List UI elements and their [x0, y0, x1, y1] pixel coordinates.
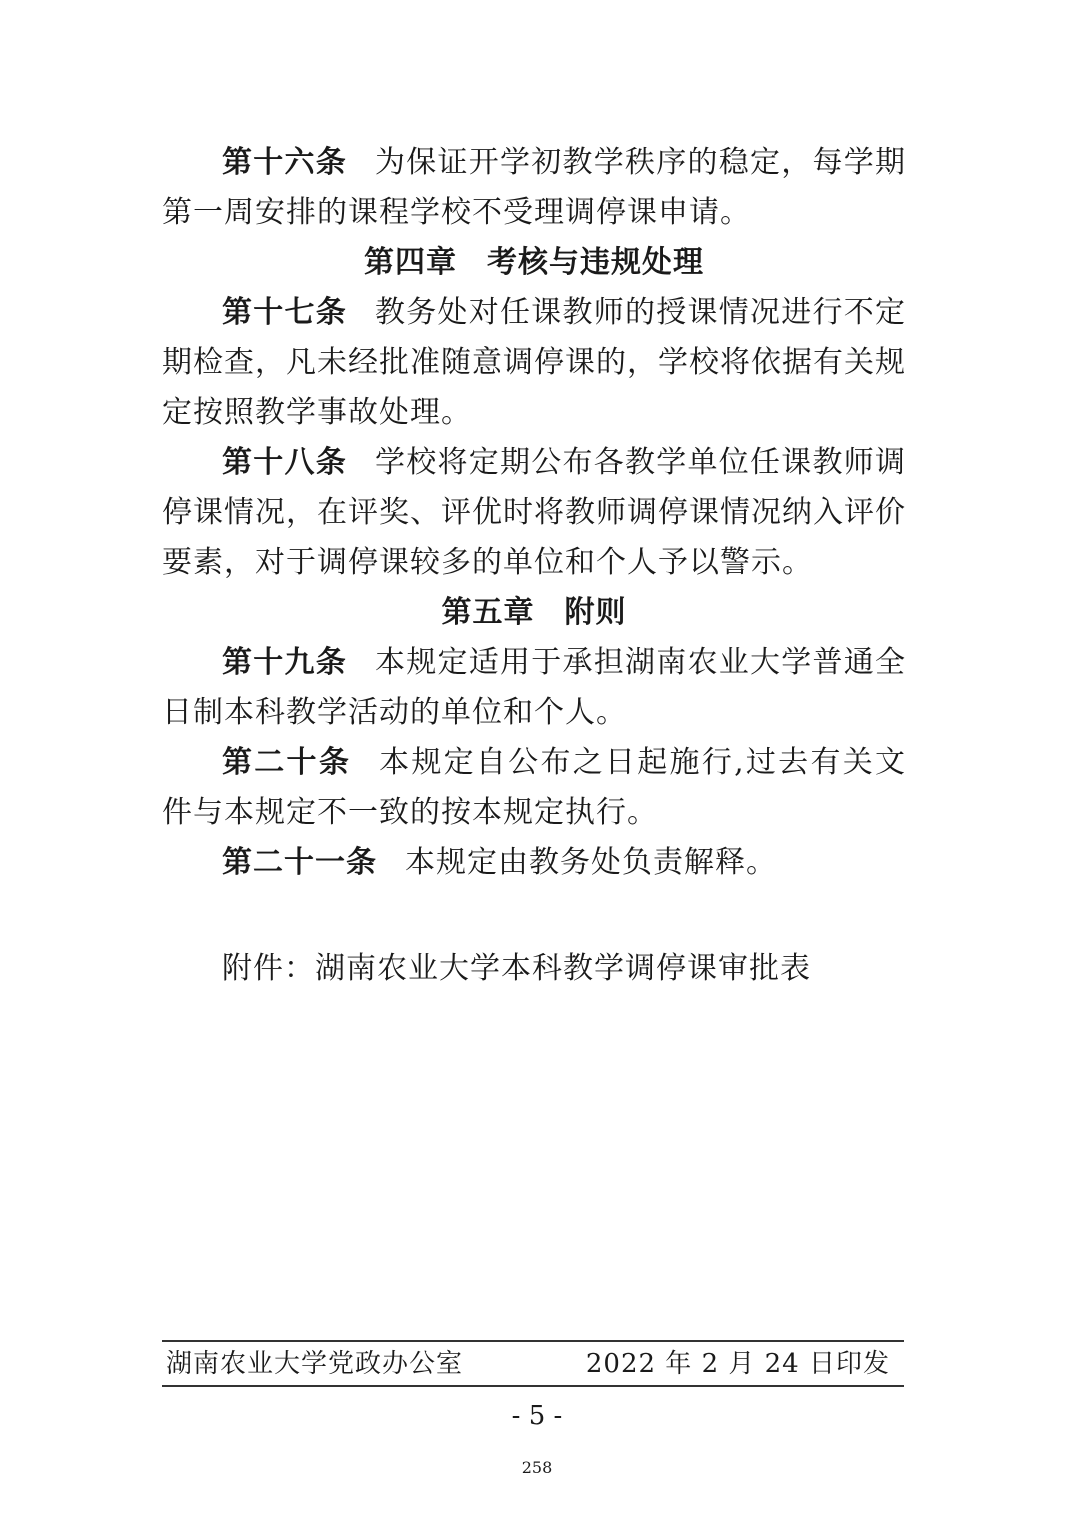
- article-number: 第二十条: [222, 745, 352, 780]
- article-text: 本规定自公布之日起施行,过去有关文件与本规定不一致的按本规定执行。: [162, 745, 906, 830]
- article-text: 为保证开学初教学秩序的稳定，每学期第一周安排的课程学校不受理调停课申请。: [162, 145, 906, 230]
- page-number: - 5 -: [511, 1401, 563, 1431]
- article-18: [162, 438, 906, 588]
- chapter-4-heading: [162, 238, 906, 288]
- article-20: [162, 738, 906, 838]
- article-number: 第二十一条: [222, 845, 377, 880]
- issue-date: 2022 年 2 月 24 日印发: [585, 1349, 890, 1379]
- article-16: [162, 138, 906, 238]
- chapter-number: 第四章: [364, 245, 457, 280]
- footer-top-rule: [162, 1340, 904, 1342]
- article-number: 第十九条: [222, 645, 347, 680]
- article-text: 学校将定期公布各教学单位任课教师调停课情况，在评奖、评优时将教师调停课情况纳入评价要素，对于调停课较多的单位和个人予以警示。: [162, 445, 906, 580]
- article-number: 第十六条: [222, 145, 347, 180]
- chapter-title: 考核与违规处理: [487, 245, 704, 280]
- document-body: [162, 138, 906, 888]
- chapter-5-heading: [162, 588, 906, 638]
- article-17: [162, 288, 906, 438]
- article-19: [162, 638, 906, 738]
- document-number: 258: [521, 1458, 553, 1477]
- article-21: [162, 838, 906, 888]
- attachment-note: 附件：湖南农业大学本科教学调停课审批表: [222, 951, 811, 986]
- footer-bottom-rule: [162, 1385, 904, 1387]
- chapter-title: 附则: [564, 595, 627, 630]
- article-text: 教务处对任课教师的授课情况进行不定期检查，凡未经批准随意调停课的，学校将依据有关规定按照教学事故处理。: [162, 295, 906, 430]
- article-number: 第十七条: [222, 295, 347, 330]
- chapter-number: 第五章: [441, 595, 535, 630]
- article-number: 第十八条: [222, 445, 347, 480]
- issuer: 湖南农业大学党政办公室: [166, 1349, 464, 1379]
- article-text: 本规定适用于承担湖南农业大学普通全日制本科教学活动的单位和个人。: [162, 645, 906, 730]
- article-text: 本规定由教务处负责解释。: [405, 845, 777, 880]
- issuance-footer: [166, 1346, 890, 1382]
